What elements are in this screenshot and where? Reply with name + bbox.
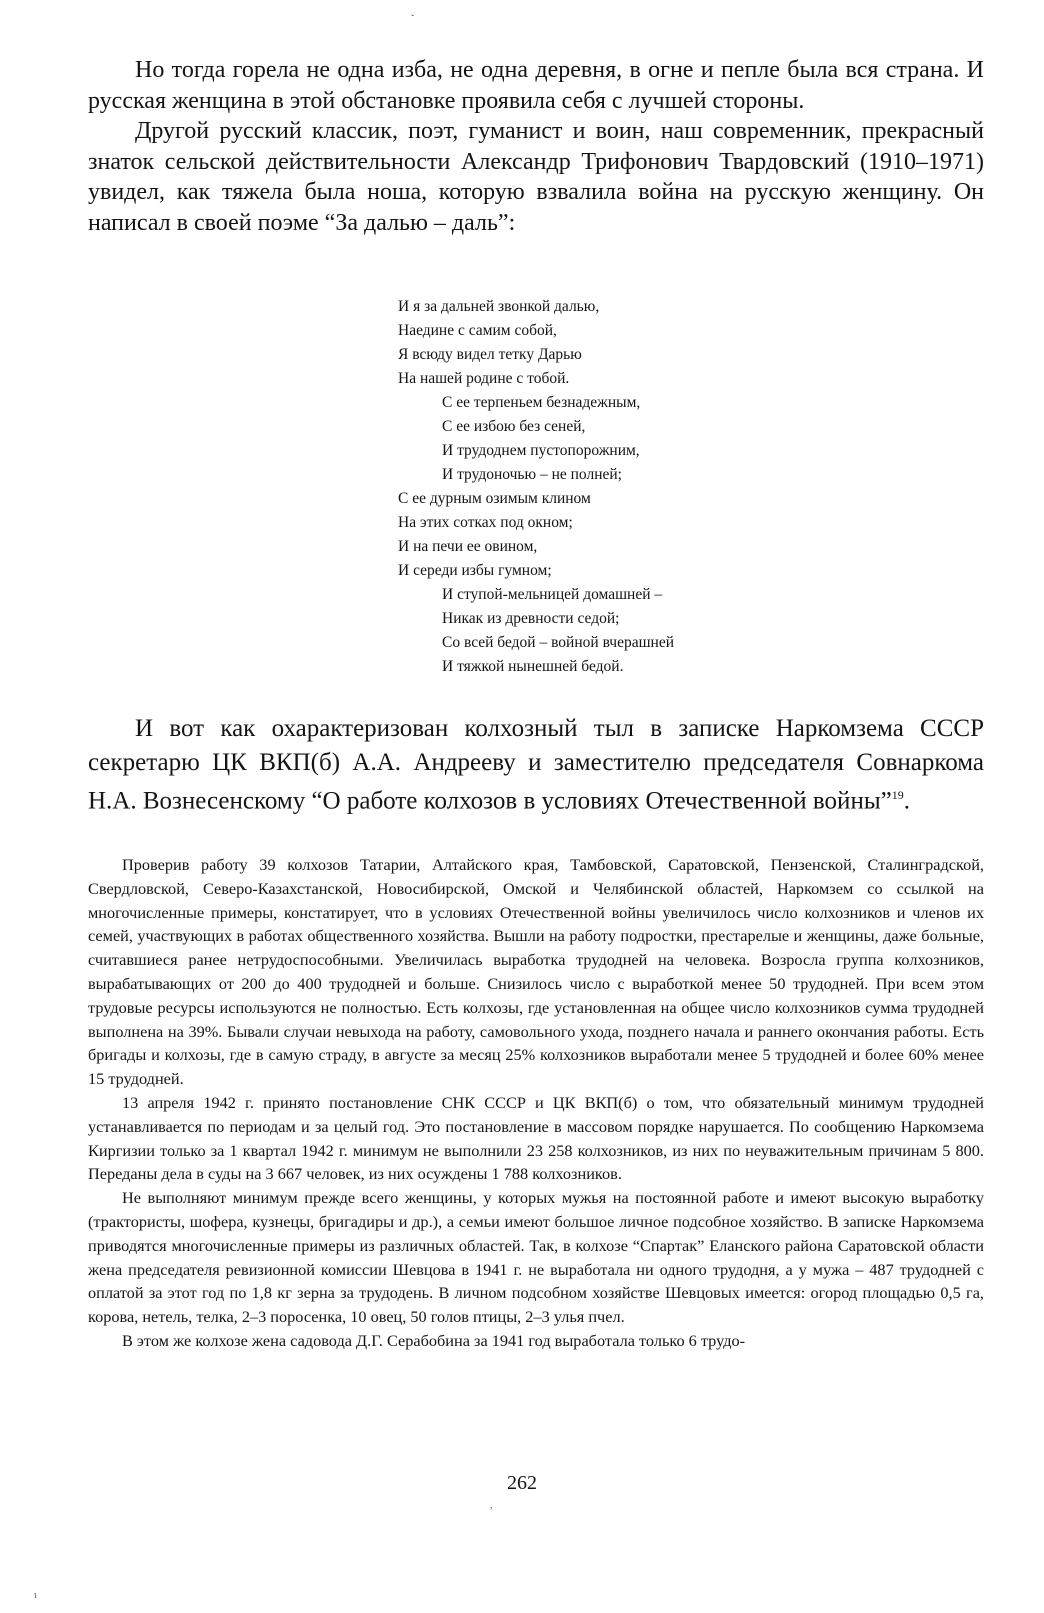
- poem-line: С ее избою без сеней,: [442, 418, 586, 435]
- poem-line: С ее дурным озимым клином: [398, 490, 591, 507]
- body-paragraph: Не выполняют минимум прежде всего женщины, у которых мужья на постоянной работе и имеют высокую выработку (трактористы, шофера, кузнецы, бригадиры и др.), а семьи имеют большое личное подсобное хозяйство. В записке Наркомзема приводятся многочисленные примеры из различных областей. Так, в колхозе “Спартак” Еланского района Саратовской области жена председателя ревизионной комиссии Шевцова в 1941 г. не выработала ни одного трудодня, а у мужа – 487 трудодней с оплатой за этот год по 1,8 кг зерна за трудодень. В личном подсобном хозяйстве Шевцовых имеется: огород площадью 0,5 га, корова, нетель, телка, 2–3 поросенка, 10 овец, 50 голов птицы, 2–3 улья пчел.: [88, 1188, 984, 1327]
- poem-line: Наедине с самим собой,: [398, 322, 557, 339]
- heading-text: И вот как охарактеризован колхозный тыл в записке Наркомзема СССР секретарю ЦК ВКП(б) А.А. Андрееву и заместителю председателя Совнаркома Н.А. Вознесенскому “О работе колхозов в условиях Отечественной войны”: [88, 715, 984, 815]
- poem-line: И на печи ее овином,: [398, 538, 538, 555]
- poem-quote: [398, 295, 674, 679]
- body-paragraph: 13 апреля 1942 г. принято постановление СНК СССР и ЦК ВКП(б) о том, что обязательный минимум трудодней устанавливается по периодам и за целый год. Это постановление в массовом порядке нарушается. По сообщению Наркомзема Киргизии только за 1 квартал 1942 г. минимум не выполнили 23 258 колхозников, из них по неуважительным причинам 5 800. Переданы дела в суды на 3 667 человек, из них осуждены 1 788 колхозников.: [88, 1092, 984, 1184]
- poem-line: На этих сотках под окном;: [398, 514, 573, 531]
- body-text: [88, 853, 984, 1353]
- body-paragraph: Проверив работу 39 колхозов Татарии, Алтайского края, Тамбовской, Саратовской, Пензенской, Сталинградской, Свердловской, Северо-Казахстанской, Новосибирской, Омской и Челябинской областей, Наркомзем со ссылкой на многочисленные примеры, констатирует, что в условиях Отечественной войны увеличилось число колхозников и членов их семей, участвующих в работах общественного хозяйства. Вышли на работу подростки, престарелые и женщины, даже больные, считавшиеся ранее нетрудоспособными. Увеличилась выработка трудодней на человека. Возросла группа колхозников, вырабатывающих от 200 до 400 трудодней и больше. Снизилось число с выработкой менее 50 трудодней. При всем этом трудовые ресурсы используются не полностью. Есть колхозы, где установленная на общее число колхозников сумма трудодней выполнена на 39%. Бывали случаи невыхода на работу, самовольного ухода, позднего начала и раннего окончания работы. Есть бригады и колхозы, где в самую страду, в августе за месяц 25% колхозников выработали менее 5 трудодней и более 60% менее 15 трудодней.: [88, 855, 984, 1089]
- section-heading: [88, 712, 984, 818]
- poem-line: И ступой-мельницей домашней –: [442, 586, 663, 603]
- poem-line: И я за дальней звонкой далью,: [398, 298, 600, 315]
- footnote-ref: 19: [891, 788, 904, 802]
- poem-line: Со всей бедой – войной вчерашней: [442, 634, 675, 651]
- poem-line: И трудоднем пустопорожним,: [442, 442, 640, 459]
- scan-speck: ˇ: [411, 14, 415, 25]
- poem-line: И трудоночью – не полней;: [442, 466, 622, 483]
- poem-line: На нашей родине с тобой.: [398, 370, 570, 387]
- heading-end: .: [903, 787, 910, 815]
- intro-text: [88, 55, 984, 238]
- poem-line: Никак из древности седой;: [442, 610, 620, 627]
- intro-paragraph: Но тогда горела не одна изба, не одна деревня, в огне и пепле была вся страна. И русская женщина в этой обстановке проявила себя с лучшей стороны.: [88, 57, 984, 114]
- intro-paragraph: Другой русский классик, поэт, гуманист и воин, наш современник, прекрасный знаток сельской действительности Александр Трифонович Твардовский (1910–1971) увидел, как тяжела была ноша, которую взвалила война на русскую женщину. Он написал в своей поэме “За далью – даль”:: [88, 118, 984, 236]
- poem-line: Я всюду видел тетку Дарью: [398, 346, 582, 363]
- page-number: 262: [507, 1472, 537, 1494]
- scan-speck: ,: [490, 1500, 493, 1511]
- scan-speck: ɩ: [34, 1590, 37, 1601]
- body-paragraph: В этом же колхозе жена садовода Д.Г. Серабобина за 1941 год выработала только 6 трудо-: [122, 1330, 746, 1350]
- poem-line: С ее терпеньем безнадежным,: [442, 394, 641, 411]
- poem-line: И тяжкой нынешней бедой.: [442, 658, 624, 675]
- poem-line: И середи избы гумном;: [398, 562, 552, 579]
